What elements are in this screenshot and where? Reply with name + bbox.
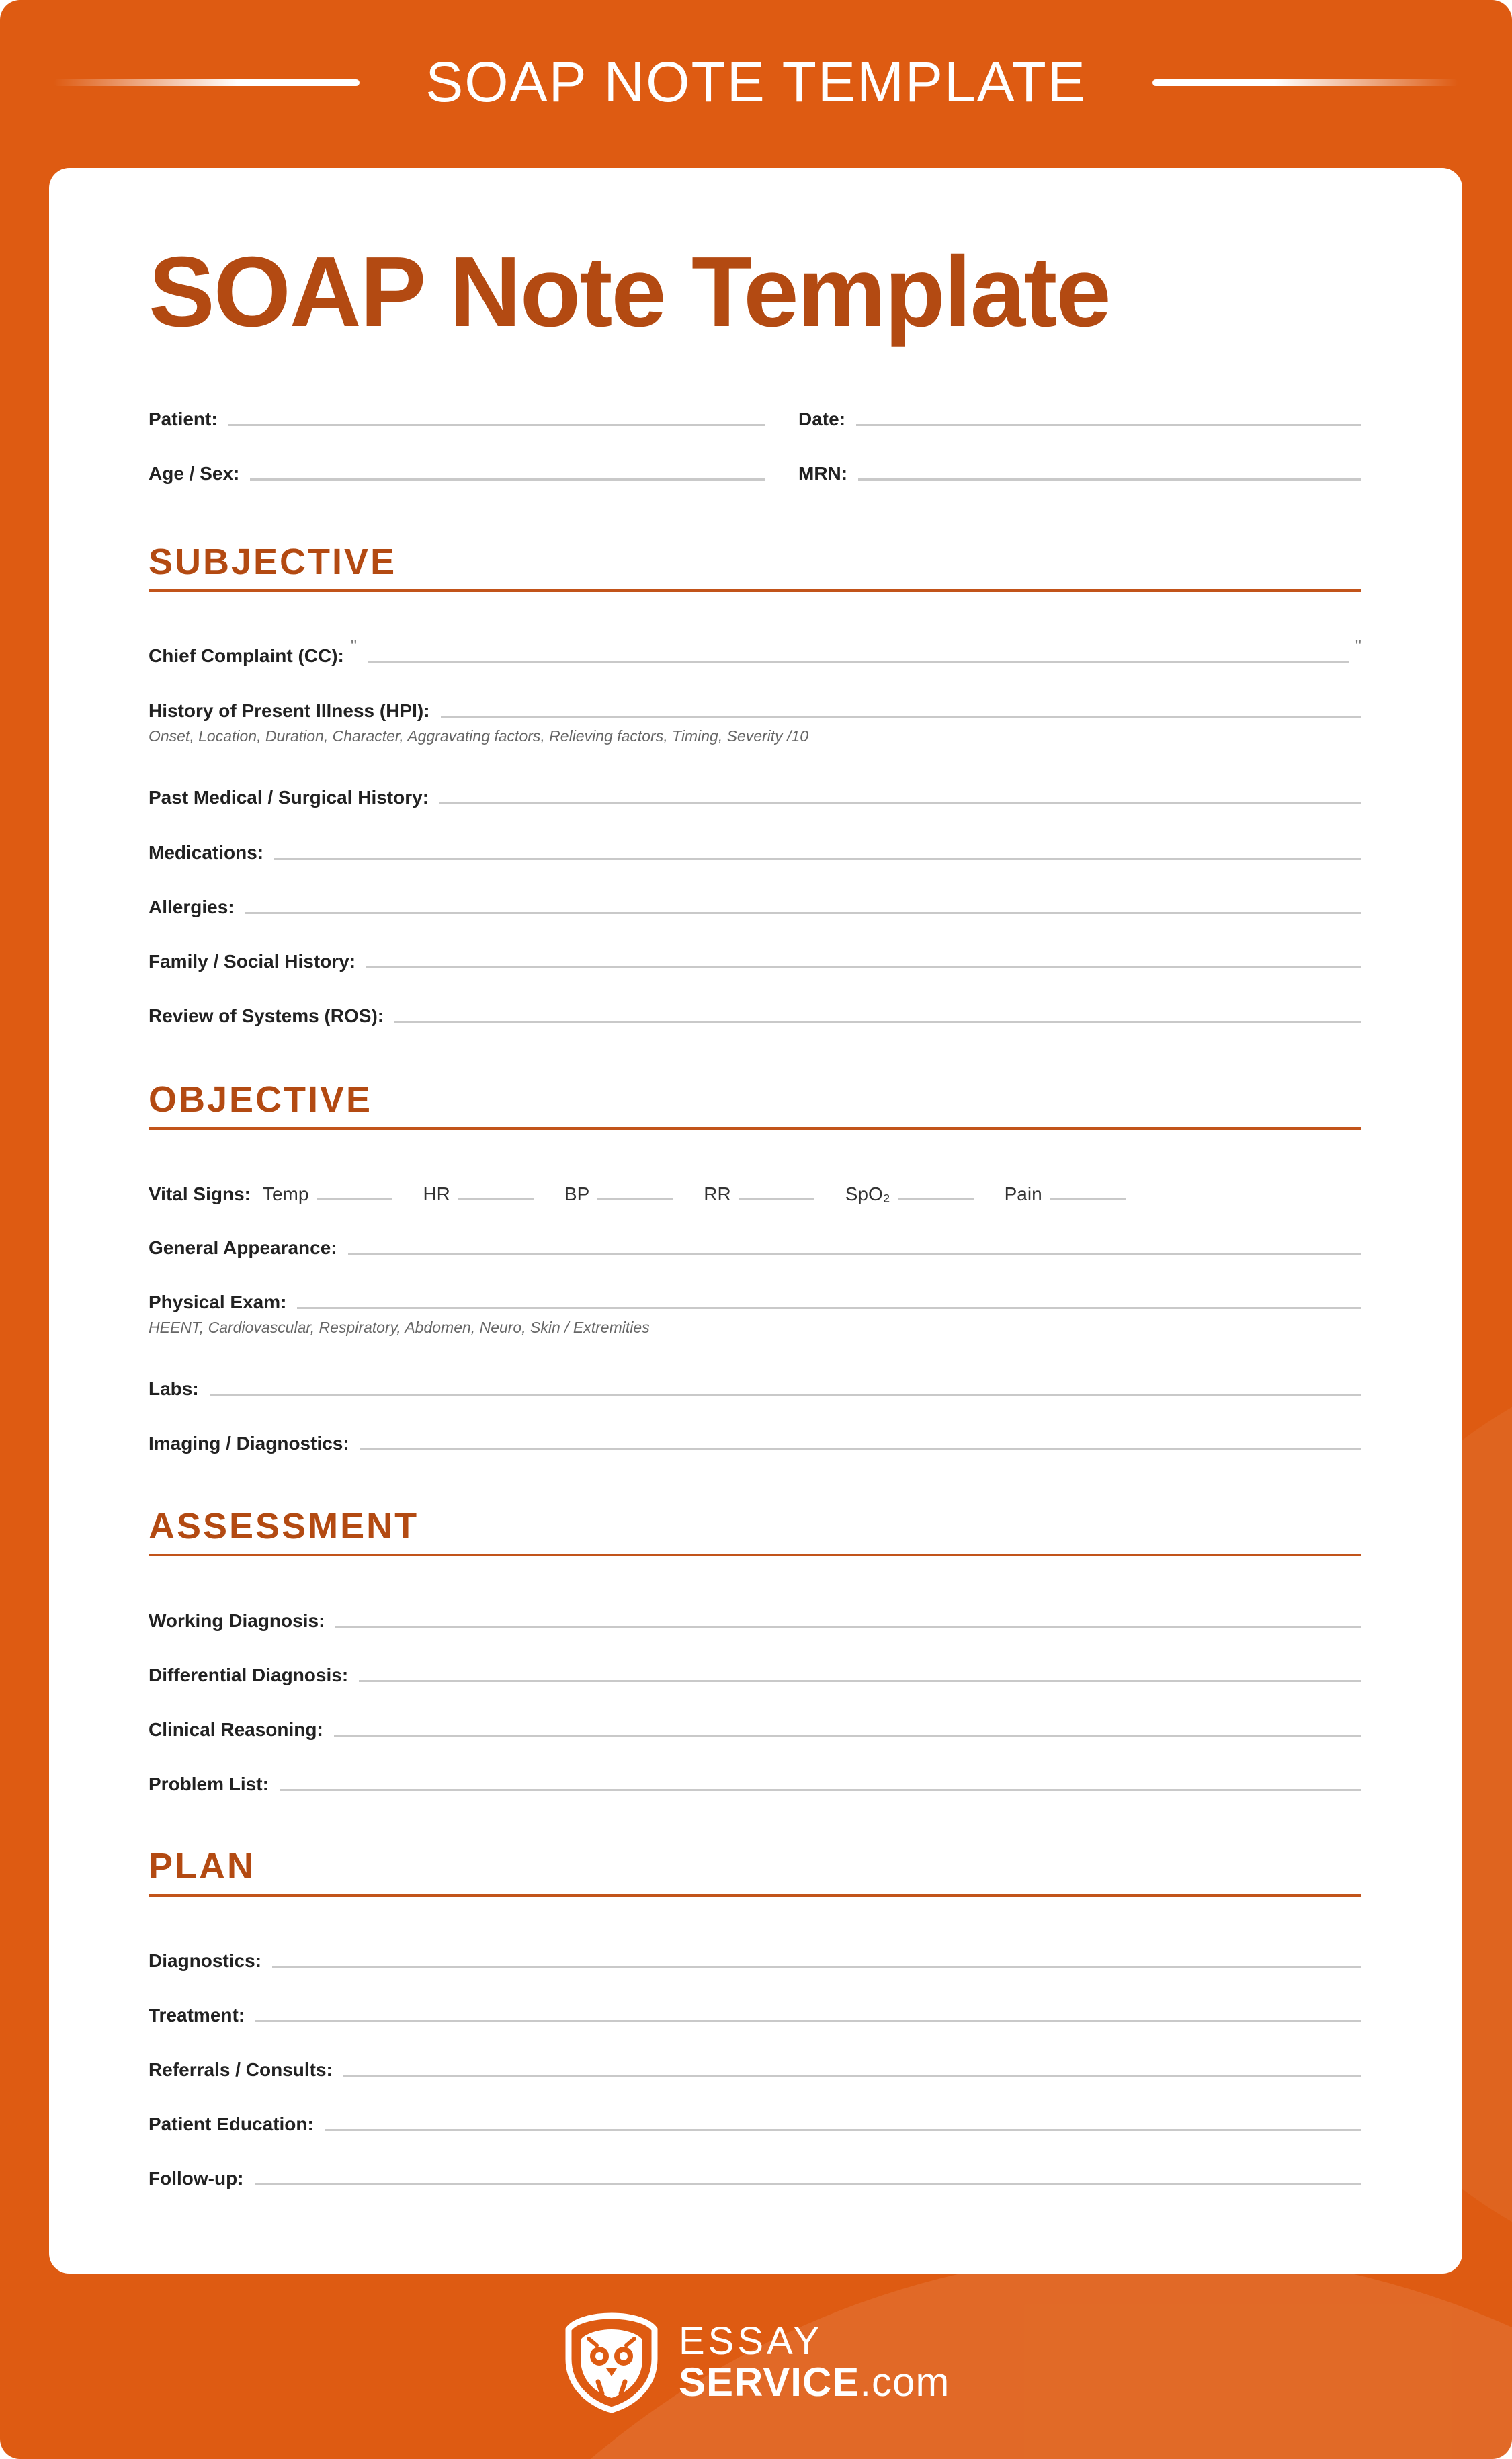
- field-label: Age / Sex:: [149, 463, 240, 484]
- problem-list-field[interactable]: [149, 1761, 1361, 1795]
- field-line[interactable]: [272, 1966, 1361, 1968]
- vital-pain[interactable]: [1005, 1183, 1126, 1205]
- field-line[interactable]: [210, 1394, 1361, 1396]
- imaging-field[interactable]: [149, 1421, 1361, 1454]
- field-label: Review of Systems (ROS):: [149, 1005, 384, 1026]
- ros-field[interactable]: [149, 993, 1361, 1027]
- field-line[interactable]: [334, 1735, 1361, 1737]
- field-line[interactable]: [439, 802, 1361, 804]
- field-label: MRN:: [798, 463, 848, 484]
- field-label: Vital Signs:: [149, 1183, 251, 1204]
- header-title: SOAP NOTE TEMPLATE: [425, 50, 1087, 114]
- vital-name: BP: [564, 1183, 590, 1204]
- brand-wordmark: [679, 2319, 950, 2405]
- field-line[interactable]: [250, 478, 765, 481]
- field-label: History of Present Illness (HPI):: [149, 700, 430, 721]
- field-line[interactable]: [1050, 1198, 1126, 1200]
- field-label: General Appearance:: [149, 1237, 337, 1258]
- field-label: Problem List:: [149, 1774, 269, 1794]
- patient-field[interactable]: [149, 397, 765, 430]
- vital-name: RR: [704, 1183, 731, 1204]
- field-line[interactable]: [343, 2075, 1361, 2077]
- brand-name: SERVICE: [679, 2360, 860, 2405]
- field-line[interactable]: [359, 1680, 1361, 1682]
- field-label: Patient Education:: [149, 2114, 314, 2134]
- date-field[interactable]: [798, 397, 1361, 430]
- field-line[interactable]: [597, 1198, 673, 1200]
- field-label: Labs:: [149, 1378, 199, 1399]
- field-line[interactable]: [366, 966, 1361, 968]
- vital-name: SpO₂: [845, 1183, 890, 1204]
- patient-education-field[interactable]: [149, 2101, 1361, 2135]
- working-diagnosis-field[interactable]: [149, 1598, 1361, 1632]
- brand-line1: ESSAY: [679, 2319, 823, 2363]
- field-line[interactable]: [858, 478, 1361, 481]
- field-label: Family / Social History:: [149, 951, 356, 972]
- mrn-field[interactable]: [798, 451, 1361, 485]
- field-line[interactable]: [441, 716, 1361, 718]
- vital-signs-row: [149, 1171, 1157, 1205]
- field-label: Imaging / Diagnostics:: [149, 1433, 349, 1454]
- section-plan: PLAN: [149, 1845, 1361, 1897]
- physical-exam-field[interactable]: [149, 1280, 1361, 1313]
- field-line[interactable]: [228, 424, 765, 426]
- field-line[interactable]: [317, 1198, 392, 1200]
- field-label: Chief Complaint (CC):: [149, 645, 344, 666]
- field-label: Follow-up:: [149, 2168, 244, 2189]
- brand-logo: [564, 2312, 950, 2413]
- field-label: Differential Diagnosis:: [149, 1665, 349, 1685]
- past-history-field[interactable]: [149, 775, 1361, 808]
- labs-field[interactable]: [149, 1366, 1361, 1400]
- diagnostics-field[interactable]: [149, 1938, 1361, 1972]
- field-line[interactable]: [335, 1626, 1361, 1628]
- field-line[interactable]: [739, 1198, 814, 1200]
- close-quote: ": [1355, 636, 1361, 656]
- field-line[interactable]: [368, 661, 1349, 663]
- document-title: SOAP Note Template: [149, 237, 1110, 347]
- allergies-field[interactable]: [149, 884, 1361, 918]
- field-label: Date:: [798, 409, 846, 429]
- clinical-reasoning-field[interactable]: [149, 1707, 1361, 1741]
- treatment-field[interactable]: [149, 1993, 1361, 2026]
- field-line[interactable]: [255, 2183, 1361, 2185]
- physical-exam-hint: HEENT, Cardiovascular, Respiratory, Abdomen, Neuro, Skin / Extremities: [149, 1319, 650, 1336]
- field-line[interactable]: [856, 424, 1361, 426]
- field-label: Patient:: [149, 409, 218, 429]
- section-objective: OBJECTIVE: [149, 1079, 1361, 1130]
- form-card: [49, 168, 1462, 2274]
- field-label: Treatment:: [149, 2005, 245, 2026]
- vital-rr[interactable]: [704, 1183, 814, 1205]
- field-line[interactable]: [297, 1307, 1361, 1309]
- section-subjective: SUBJECTIVE: [149, 541, 1361, 592]
- field-line[interactable]: [274, 858, 1361, 860]
- header: [0, 40, 1512, 124]
- field-label: Past Medical / Surgical History:: [149, 787, 429, 808]
- open-quote: ": [350, 636, 358, 656]
- referrals-field[interactable]: [149, 2047, 1361, 2081]
- field-label: Clinical Reasoning:: [149, 1719, 323, 1740]
- field-line[interactable]: [348, 1253, 1361, 1255]
- age-sex-field[interactable]: [149, 451, 765, 485]
- field-label: Allergies:: [149, 897, 235, 917]
- general-appearance-field[interactable]: [149, 1225, 1361, 1259]
- field-label: Medications:: [149, 842, 264, 863]
- field-line[interactable]: [280, 1789, 1361, 1791]
- vital-name: Pain: [1004, 1183, 1042, 1204]
- chief-complaint-field[interactable]: [149, 633, 1361, 667]
- field-line[interactable]: [255, 2020, 1361, 2022]
- hpi-hint: Onset, Location, Duration, Character, Aggravating factors, Relieving factors, Timing, Severity /10: [149, 727, 809, 745]
- medications-field[interactable]: [149, 830, 1361, 864]
- vital-name: HR: [423, 1183, 450, 1204]
- owl-shield-icon: [564, 2312, 659, 2413]
- field-label: Diagnostics:: [149, 1950, 262, 1971]
- vital-name: Temp: [262, 1183, 309, 1204]
- differential-diagnosis-field[interactable]: [149, 1653, 1361, 1686]
- follow-up-field[interactable]: [149, 2156, 1361, 2190]
- field-line[interactable]: [245, 912, 1361, 914]
- brand-suffix: .com: [859, 2360, 950, 2405]
- vital-temp[interactable]: [263, 1183, 392, 1205]
- field-line[interactable]: [360, 1448, 1361, 1450]
- vital-bp[interactable]: [564, 1183, 673, 1205]
- hpi-field[interactable]: [149, 688, 1361, 722]
- field-label: Working Diagnosis:: [149, 1610, 325, 1631]
- vital-spo2[interactable]: [845, 1183, 974, 1205]
- field-line[interactable]: [325, 2129, 1361, 2131]
- field-line[interactable]: [394, 1021, 1361, 1023]
- section-assessment: ASSESSMENT: [149, 1505, 1361, 1556]
- field-line[interactable]: [898, 1198, 974, 1200]
- vital-hr[interactable]: [423, 1183, 533, 1205]
- field-label: Physical Exam:: [149, 1292, 287, 1312]
- family-social-history-field[interactable]: [149, 939, 1361, 972]
- brand-line2: [679, 2362, 950, 2403]
- field-line[interactable]: [458, 1198, 534, 1200]
- field-label: Referrals / Consults:: [149, 2059, 333, 2080]
